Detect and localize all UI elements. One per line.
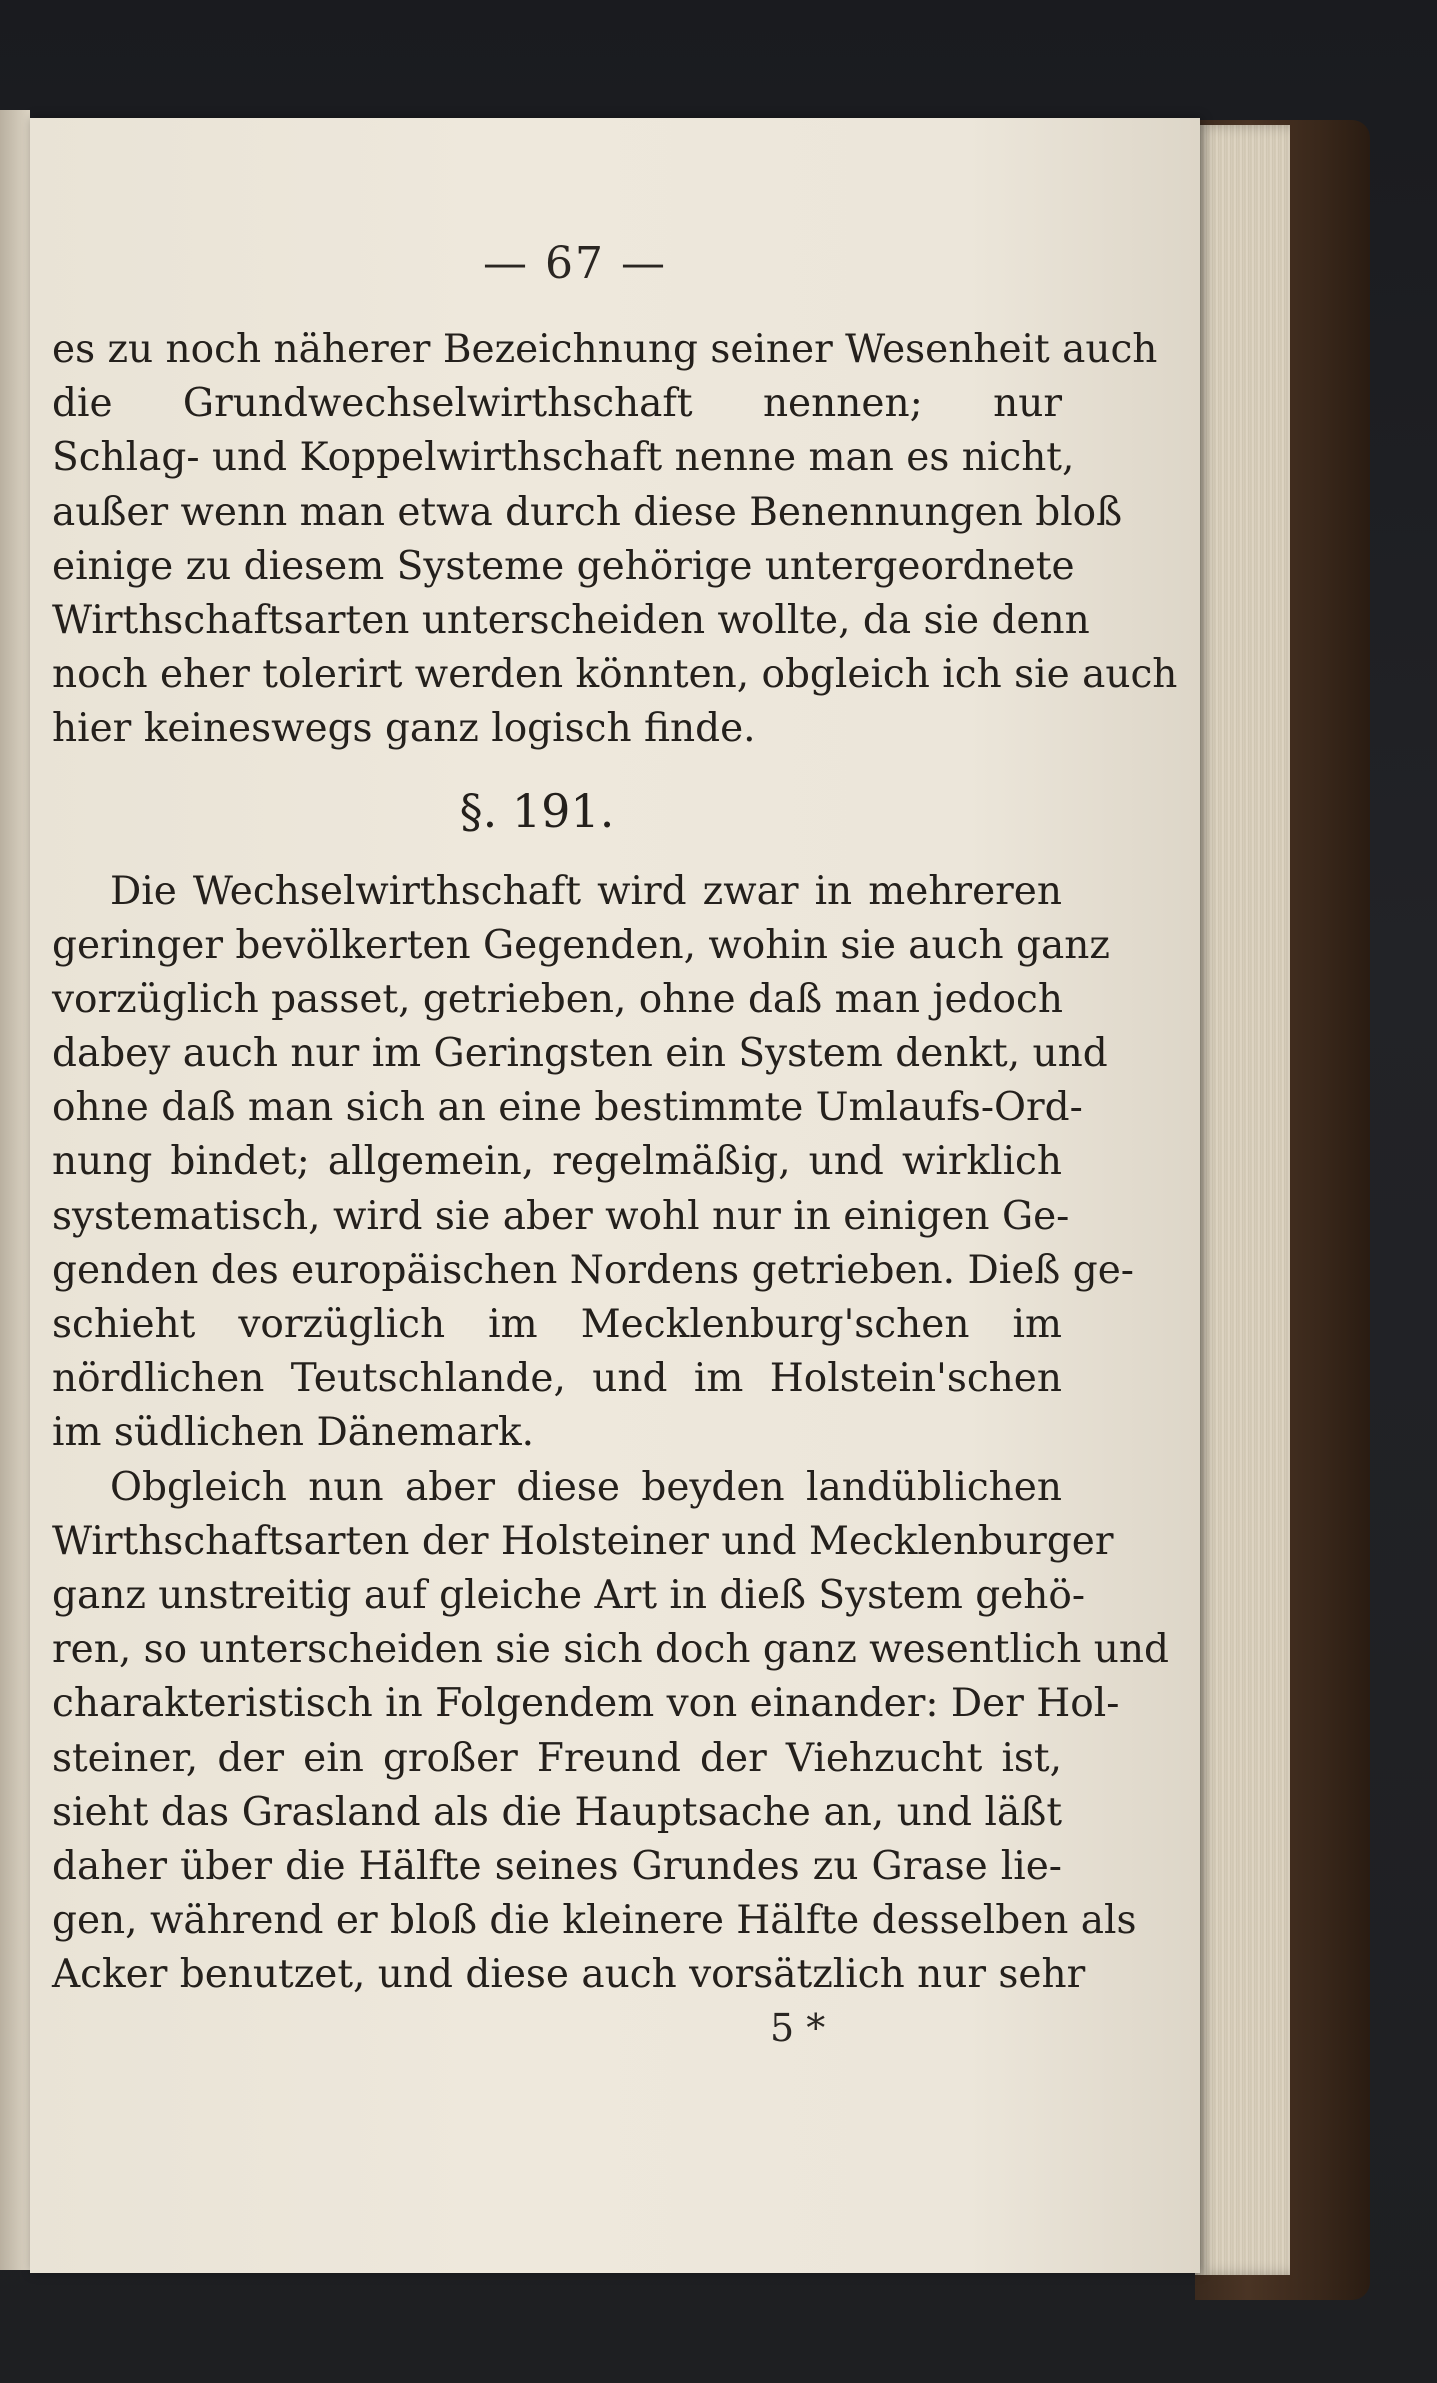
text-line: genden des europäischen Nordens getrieben. Dieß ge- bbox=[52, 1247, 1134, 1293]
text-line: hier keineswegs ganz logisch finde. bbox=[52, 706, 756, 752]
text-line: sieht das Grasland als die Hauptsache an, und läßt bbox=[52, 1789, 1062, 1835]
text-line: geringer bevölkerten Gegenden, wohin sie auch ganz bbox=[52, 922, 1110, 968]
paragraph bbox=[52, 865, 1134, 1461]
text-line: Wirthschaftsarten unterscheiden wollte, da sie denn bbox=[52, 597, 1090, 643]
paragraph bbox=[52, 1461, 1169, 2003]
text-line: ganz unstreitig auf gleiche Art in dieß System gehö- bbox=[52, 1572, 1086, 1618]
text-line: nördlichen Teutschlande, und im Holstein'schen bbox=[52, 1356, 1062, 1402]
text-line: schieht vorzüglich im Mecklenburg'schen im bbox=[52, 1302, 1062, 1347]
text-line: außer wenn man etwa durch diese Benennungen bloß bbox=[52, 489, 1123, 535]
text-line: charakteristisch in Folgendem von einander: Der Hol- bbox=[52, 1681, 1120, 1727]
text-line: nung bindet; allgemein, regelmäßig, und wirklich bbox=[52, 1139, 1062, 1185]
text-line: ohne daß man sich an eine bestimmte Umlaufs-Ord- bbox=[52, 1085, 1083, 1131]
book-page bbox=[30, 118, 1200, 2273]
text-line: dabey auch nur im Geringsten ein System denkt, und bbox=[52, 1031, 1108, 1077]
text-line: systematisch, wird sie aber wohl nur in einigen Ge- bbox=[52, 1193, 1070, 1239]
text-line: noch eher tolerirt werden könnten, obgleich ich sie auch bbox=[52, 652, 1178, 698]
text-line: ren, so unterscheiden sie sich doch ganz wesentlich und bbox=[52, 1627, 1169, 1673]
text-line: steiner, der ein großer Freund der Viehzucht ist, bbox=[52, 1735, 1062, 1781]
text-line: Wirthschaftsarten der Holsteiner und Mecklenburger bbox=[52, 1518, 1114, 1564]
text-line: Schlag- und Koppelwirthschaft nenne man es nicht, bbox=[52, 435, 1075, 481]
text-line: Acker benutzet, und diese auch vorsätzlich nur sehr bbox=[52, 1952, 1086, 1998]
page-edges bbox=[1195, 125, 1290, 2275]
text-line: im südlichen Dänemark. bbox=[52, 1410, 535, 1456]
text-line: einige zu diesem Systeme gehörige untergeordnete bbox=[52, 543, 1075, 589]
section-heading: §. 191. bbox=[459, 783, 615, 838]
text-line: gen, während er bloß die kleinere Hälfte desselben als bbox=[52, 1898, 1137, 1944]
text-line: Die Wechselwirthschaft wird zwar in mehreren bbox=[110, 868, 1062, 914]
text-line: Obgleich nun aber diese beyden landüblichen bbox=[110, 1464, 1062, 1510]
page-number: — 67 — bbox=[483, 238, 667, 289]
paragraph bbox=[52, 323, 1178, 757]
text-line: die Grundwechselwirthschaft nennen; nur bbox=[52, 381, 1062, 427]
facing-page-edge bbox=[0, 110, 30, 2270]
page-text bbox=[52, 323, 1178, 2002]
signature-mark: 5 * bbox=[770, 2006, 826, 2050]
text-line: es zu noch näherer Bezeichnung seiner Wesenheit auch bbox=[52, 327, 1158, 372]
text-line: daher über die Hälfte seines Grundes zu Grase lie- bbox=[52, 1843, 1062, 1889]
text-line: vorzüglich passet, getrieben, ohne daß man jedoch bbox=[52, 976, 1063, 1022]
